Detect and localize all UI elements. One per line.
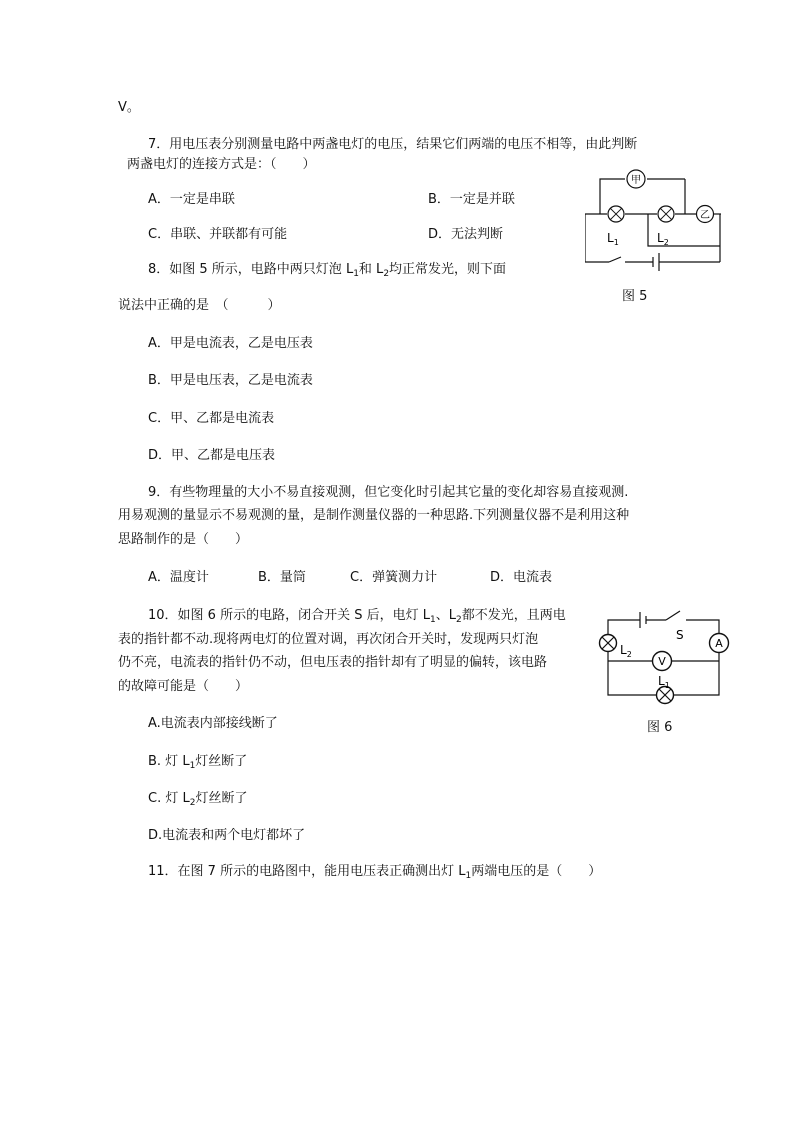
meter-jia-icon [627,170,645,188]
lamp-l1-icon [608,206,624,222]
lamp-l2-icon [658,206,674,222]
fig5-lamp2-label: $L_2$ [657,231,669,247]
q7-option-c: C．串联、并联都有可能 [148,227,288,242]
q9-option-b: B．量筒 [258,570,306,585]
q10-option-c: C. 灯 $L_2$灯丝断了 [148,791,248,808]
q8-stem-line2: 说法中正确的是 （ ） [118,298,281,313]
fig6-lamp2-label: $L_2$ [620,643,632,659]
q7-stem-line2: 两盏电灯的连接方式是：（ ） [127,157,316,172]
ammeter-icon [710,634,729,653]
svg-text:乙: 乙 [700,210,710,221]
figure-5-caption: 图 5 [622,289,648,304]
q10-stem-line1: 10．如图 6 所示的电路，闭合开关 S 后，电灯 $L_1$、$L_2$都不发光，且两电 [148,608,566,625]
figure-6-circuit [596,608,736,708]
q10-stem-line3: 仍不亮，电流表的指针仍不动，但电压表的指针却有了明显的偏转，该电路 [118,655,548,670]
q10-option-d: D.电流表和两个电灯都坏了 [148,828,306,843]
voltmeter-icon [653,652,672,671]
q11-stem: 11．在图 7 所示的电路图中，能用电压表正确测出灯 $L_1$两端电压的是（ ） [148,864,602,881]
q8-option-c: C．甲、乙都是电流表 [148,411,275,426]
meter-yi-icon [697,206,714,223]
q10-option-b: B. 灯 $L_1$灯丝断了 [148,754,248,771]
q9-option-d: D．电流表 [490,570,553,585]
q9-stem-line2: 用易观测的量显示不易观测的量，是制作测量仪器的一种思路.下列测量仪器不是利用这种 [118,508,630,523]
q9-option-a: A．温度计 [148,570,209,585]
q9-stem-line3: 思路制作的是（ ） [118,532,249,547]
q7-option-b: B．一定是并联 [428,192,515,207]
q8-stem-line1: 8．如图 5 所示，电路中两只灯泡 $L_1$和 $L_2$均正常发光，则下面 [148,262,507,279]
q8-option-d: D．甲、乙都是电压表 [148,448,276,463]
fig6-lamp1-label: $L_1$ [658,674,670,690]
q10-option-a: A.电流表内部接线断了 [148,716,278,731]
lamp-l2-icon [600,635,617,652]
voltage-unit: V。 [118,100,140,115]
fig5-lamp1-label: $L_1$ [607,231,619,247]
q7-option-a: A．一定是串联 [148,192,235,207]
q8-option-a: A．甲是电流表，乙是电压表 [148,336,313,351]
figure-6-caption: 图 6 [647,720,673,735]
svg-text:V: V [658,655,666,668]
q9-stem-line1: 9．有些物理量的大小不易直接观测，但它变化时引起其它量的变化却容易直接观测. [148,485,629,500]
q10-stem-line2: 表的指针都不动.现将两电灯的位置对调，再次闭合开关时，发现两只灯泡 [118,632,539,647]
q10-stem-line4: 的故障可能是（ ） [118,679,249,694]
q8-option-b: B．甲是电压表，乙是电流表 [148,373,313,388]
fig6-switch-label: S [676,628,684,642]
q9-option-c: C．弹簧测力计 [350,570,438,585]
q7-option-d: D．无法判断 [428,227,504,242]
svg-text:A: A [715,637,723,650]
svg-text:甲: 甲 [631,175,641,186]
figure-5-circuit [585,166,725,272]
q7-stem-line1: 7．用电压表分别测量电路中两盏电灯的电压，结果它们两端的电压不相等，由此判断 [148,137,638,152]
